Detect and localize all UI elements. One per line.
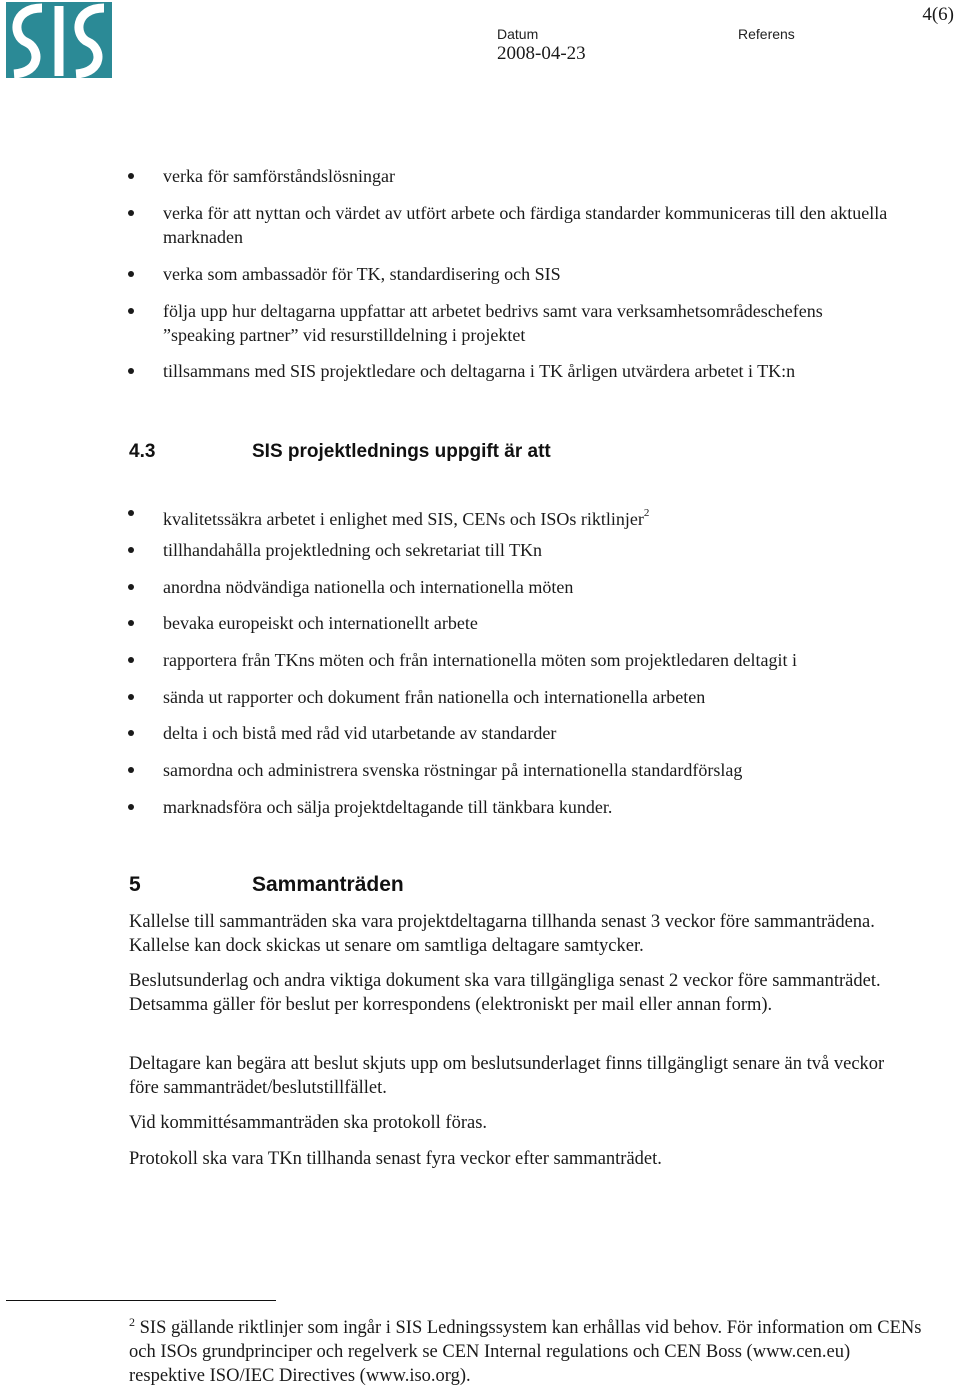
- paragraph: Deltagare kan begära att beslut skjuts upp om beslutsunderlaget finns tillgängligt senare än två veckor före sammanträdet/beslutstillfället.: [129, 1054, 885, 1098]
- bullet-icon: [128, 657, 134, 663]
- list-item-text: sända ut rapporter och dokument från nationella och internationella arbeten: [163, 687, 706, 707]
- list-item-text: samordna och administrera svenska röstningar på internationella standardförslag: [163, 760, 743, 780]
- paragraph: Beslutsunderlag och andra viktiga dokument ska vara tillgängliga senast 2 veckor före sammanträdet. Detsamma gäller för beslut per korrespondens (elektroniskt per mail eller annan form).: [129, 971, 881, 1015]
- list-item-text: anordna nödvändiga nationella och internationella möten: [163, 577, 574, 597]
- bullet-icon: [128, 584, 134, 590]
- page-number: 4(6): [922, 4, 954, 25]
- list-item-text-main: kvalitetssäkra arbetet i enlighet med SIS, CENs och ISOs riktlinjer: [163, 509, 644, 529]
- bullet-icon: [128, 210, 134, 216]
- list-item-text: marknadsföra och sälja projektdeltagande till tänkbara kunder.: [163, 797, 613, 817]
- section-title: SIS projektlednings uppgift är att: [252, 441, 551, 462]
- paragraph: Kallelse till sammanträden ska vara projektdeltagarna tillhanda senast 3 veckor före sammanträdena. Kallelse kan dock skickas ut senare om samtliga deltagare samtycker.: [129, 912, 875, 956]
- section-number: 5: [129, 873, 141, 896]
- section-number: 4.3: [129, 441, 156, 462]
- list-item-text: verka för samförståndslösningar: [163, 166, 395, 186]
- section-title: Sammanträden: [252, 873, 404, 896]
- bullet-icon: [128, 547, 134, 553]
- list-item-text: rapportera från TKns möten och från internationella möten som projektledaren deltagit i: [163, 650, 797, 670]
- paragraph: Vid kommittésammanträden ska protokoll föras.: [129, 1113, 488, 1133]
- footnote: [129, 1310, 929, 1388]
- footnote-separator: [6, 1300, 276, 1301]
- list-item-text: verka för att nyttan och värdet av utfört arbete och färdiga standarder kommuniceras till den aktuella marknaden: [163, 203, 888, 247]
- bullet-icon: [128, 694, 134, 700]
- reference-label: Referens: [738, 26, 795, 42]
- bullet-icon: [128, 308, 134, 314]
- date-label: Datum: [497, 26, 539, 42]
- bullet-icon: [128, 271, 134, 277]
- footnote-reference: 2: [643, 507, 650, 519]
- date-value: 2008-04-23: [497, 43, 586, 64]
- bullet-icon: [128, 767, 134, 773]
- list-item-text: följa upp hur deltagarna uppfattar att arbetet bedrivs samt vara verksamhetsområdeschefens ”speaking partner” vid resurstilldelning i projektet: [163, 301, 823, 345]
- sis-logo: [6, 2, 112, 78]
- footnote-marker: 2: [129, 1315, 135, 1329]
- list-item-text: verka som ambassadör för TK, standardisering och SIS: [163, 264, 561, 284]
- bullet-icon: [128, 730, 134, 736]
- list-item-text: [163, 501, 903, 531]
- paragraph: Protokoll ska vara TKn tillhanda senast fyra veckor efter sammanträdet.: [129, 1149, 662, 1169]
- list-item-text: delta i och bistå med råd vid utarbetande av standarder: [163, 723, 557, 743]
- bullet-icon: [128, 804, 134, 810]
- bullet-icon: [128, 368, 134, 374]
- list-item-text: bevaka europeiskt och internationellt arbete: [163, 613, 478, 633]
- list-item-text: tillhandahålla projektledning och sekretariat till TKn: [163, 540, 543, 560]
- footnote-text: SIS gällande riktlinjer som ingår i SIS Ledningssystem kan erhållas vid behov. För information om CENs och ISOs grundprinciper och regelverk se CEN Internal regulations och CEN Boss (www.cen.eu) respektive ISO/IEC Directives (www.iso.org).: [129, 1318, 922, 1386]
- list-item-text: tillsammans med SIS projektledare och deltagarna i TK årligen utvärdera arbetet i TK:n: [163, 361, 796, 381]
- bullet-icon: [128, 510, 134, 516]
- bullet-icon: [128, 173, 134, 179]
- bullet-icon: [128, 620, 134, 626]
